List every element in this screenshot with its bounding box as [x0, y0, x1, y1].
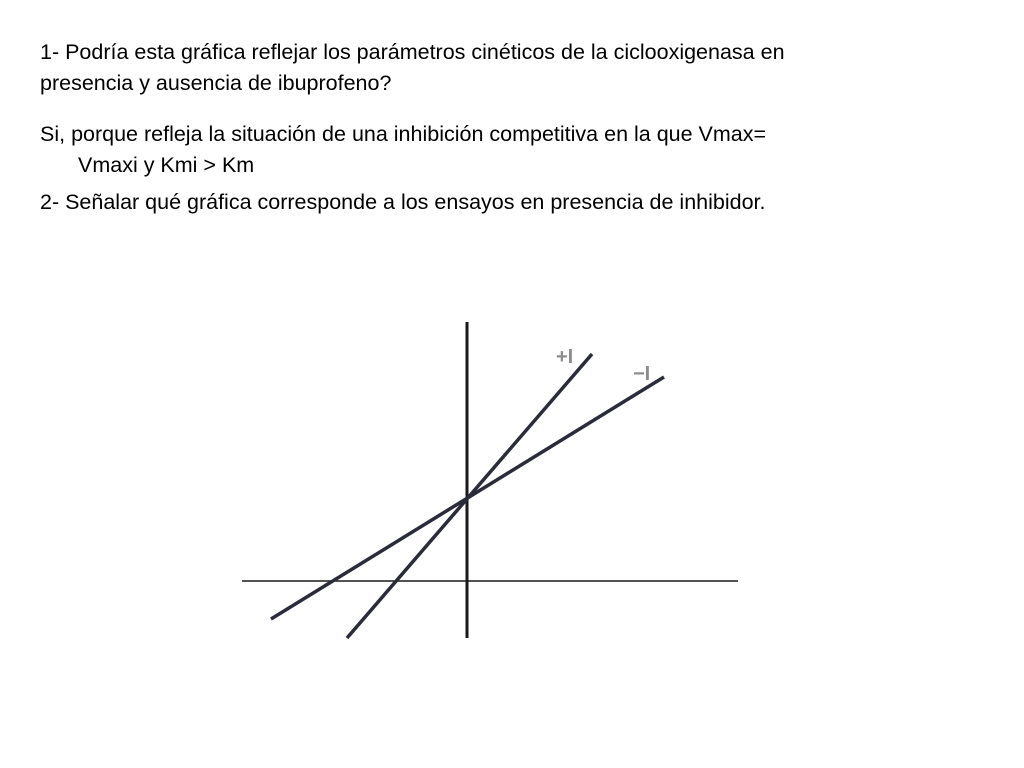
question-2-text: 2- Señalar qué gráfica corresponde a los ensayos en presencia de inhibidor. [40, 190, 766, 214]
question-1-line-2: presencia y ausencia de ibuprofeno? [40, 71, 392, 95]
answer-1-line-2: Vmaxi y Kmi > Km [78, 153, 255, 177]
answer-1-line-1: Si, porque refleja la situación de una inhibición competitiva en la que Vmax= [40, 122, 767, 146]
label-minus-i: −I [633, 363, 651, 385]
label-plus-i: +I [556, 346, 574, 368]
question-1-line-1: 1- Podría esta gráfica reflejar los parámetros cinéticos de la ciclooxigenasa en [40, 40, 785, 64]
